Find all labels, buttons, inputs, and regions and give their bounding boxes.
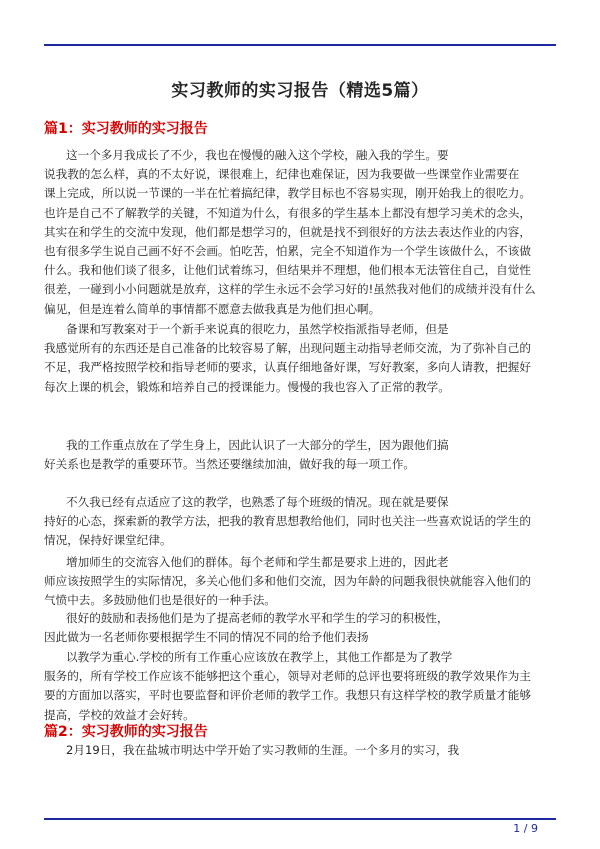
paragraph-line: 情况，保持好课堂纪律。 (44, 533, 172, 548)
section-1-heading: 篇1：实习教师的实习报告 (44, 121, 208, 137)
top-rule (44, 44, 556, 46)
paragraph-line: 提高，学校的效益才会好转。 (44, 707, 195, 722)
paragraph-line: 不久我已经有点适应了这的教学，也熟悉了每个班级的情况。现在就是要保 (66, 495, 449, 509)
section-2-heading: 篇2：实习教师的实习报告 (44, 724, 208, 740)
paragraph-line: 以教学为重心.学校的所有工作重心应该放在教学上，其他工作都是为了教学 (66, 650, 453, 664)
bottom-rule (44, 818, 556, 820)
paragraph-5 (44, 553, 556, 611)
paragraph-6 (44, 609, 556, 647)
paragraph-8 (44, 741, 556, 760)
paragraph-line: 备课和写教案对于一个新手来说真的很吃力，虽然学校指派指导老师，但是 (66, 322, 449, 336)
paragraph-line: 什么。我和他们谈了很多，让他们试着练习，但结果并不理想，他们根本无法管住自己，自觉性 (44, 263, 531, 278)
paragraph-line: 师应该按照学生的实际情况，多关心他们多和他们交流，因为年龄的问题我很快就能容入他们的 (44, 574, 531, 589)
paragraph-line: 因此做为一名老师你要根据学生不同的情况不同的给予他们表扬 (44, 630, 369, 645)
paragraph-line: 我的工作重点放在了学生身上，因此认识了一大部分的学生，因为跟他们搞 (66, 438, 449, 452)
paragraph-7 (44, 648, 556, 725)
paragraph-line: 服务的，所有学校工作应该不能够把这个重心，领导对老师的总评也要将班级的教学效果作为主 (44, 669, 531, 684)
paragraph-line: 课上完成，所以说一节课的一半在忙着搞纪律，教学目标也不容易实现，刚开始我上的很吃力。 (44, 186, 531, 201)
paragraph-line: 我感觉所有的东西还是自己准备的比较容易了解，出现问题主动指导老师交流，为了弥补自己的 (44, 341, 531, 356)
paragraph-line: 很好的鼓励和表扬他们是为了提高老师的教学水平和学生的学习的积极性， (66, 611, 449, 625)
paragraph-line: 气愤中去。多鼓励他们也是很好的一种手法。 (44, 593, 276, 608)
paragraph-2 (44, 320, 556, 397)
paragraph-line: 2月19日，我在盐城市明达中学开始了实习教师的生涯。一个多月的实习，我 (66, 743, 460, 757)
paragraph-3 (44, 436, 556, 474)
document-title: 实习教师的实习报告（精选5篇） (171, 81, 429, 101)
paragraph-1 (44, 146, 556, 319)
paragraph-line: 也有很多学生说自己画不好不会画。怕吃苦，怕累，完全不知道作为一个学生该做什么，不该做 (44, 244, 531, 259)
paragraph-line: 持好的心态，探索新的教学方法，把我的教育思想教给他们，同时也关注一些喜欢说话的学生的 (44, 514, 531, 529)
paragraph-line: 增加师生的交流容入他们的群体。每个老师和学生都是要求上进的，因此老 (66, 555, 449, 569)
paragraph-line: 也许是自己不了解教学的关键，不知道为什么，有很多的学生基本上都没有想学习美术的念头， (44, 205, 531, 220)
paragraph-line: 很差，一碰到小小问题就是放弃，这样的学生永远不会学习好的!虽然我对他们的成绩并没有什么 (44, 282, 536, 297)
paragraph-4 (44, 493, 556, 551)
paragraph-line: 不足，我严格按照学校和指导老师的要求，认真仔细地备好课，写好教案，多向人请教，把握好 (44, 360, 531, 375)
paragraph-line: 说我教的怎么样，真的不太好说，课很难上，纪律也难保证，因为我要做一些课堂作业需要在 (44, 167, 520, 182)
paragraph-line: 这一个多月我成长了不少，我也在慢慢的融入这个学校，融入我的学生。要 (66, 148, 449, 162)
paragraph-line: 其实在和学生的交流中发现，他们都是想学习的，但就是找不到很好的方法去表达作业的内容， (44, 224, 531, 239)
paragraph-line: 要的方面加以落实，平时也要监督和评价老师的教学工作。我想只有这样学校的教学质量才能够 (44, 688, 531, 703)
paragraph-line: 每次上课的机会，锻炼和培养自己的授课能力。慢慢的我也容入了正常的教学。 (44, 379, 450, 394)
paragraph-line: 偏见，但是连着么简单的事情都不愿意去做我真是为他们担心啊。 (44, 301, 381, 316)
page-number: 1 / 9 (513, 822, 538, 835)
paragraph-line: 好关系也是教学的重要环节。当然还要继续加油，做好我的每一项工作。 (44, 457, 416, 472)
